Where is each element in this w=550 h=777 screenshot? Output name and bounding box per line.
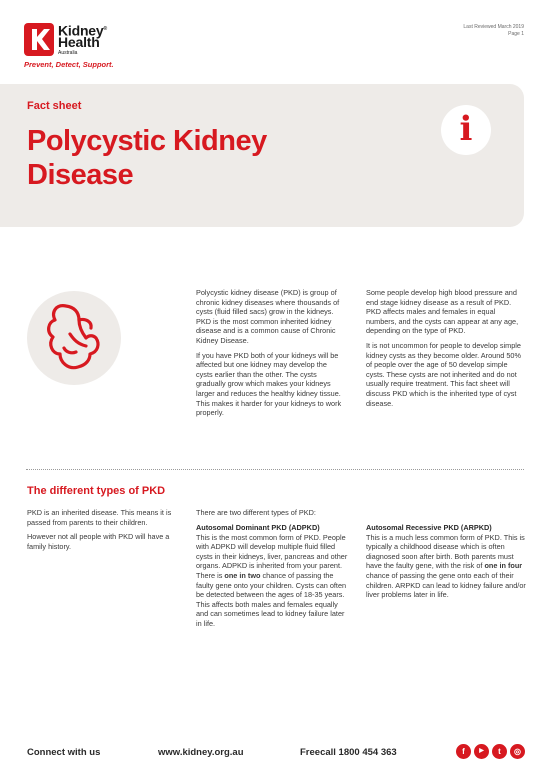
logo-tagline: Prevent, Detect, Support. — [24, 60, 114, 69]
logo-word-australia: Australia — [58, 50, 78, 56]
intro-paragraph: It is not uncommon for people to develop simple kidney cysts as they become older. Around 50% of people over the age of 50 develop simple cysts. These cysts are not inherited and do not usually require treatment. This fact sheet will discuss PKD which is the inherited type of cyst disease. — [366, 340, 521, 408]
twitter-icon[interactable]: t — [492, 744, 507, 759]
intro-column-2 — [366, 288, 526, 413]
kidney-health-logo — [24, 20, 134, 72]
arpkd-heading: Autosomal Recessive PKD (ARPKD) — [366, 523, 492, 532]
logo-word-kidney: Kidney® — [58, 22, 107, 39]
section-title-types: The different types of PKD — [27, 485, 166, 497]
arpkd-column — [366, 523, 526, 600]
review-info — [463, 24, 524, 37]
types-lead: There are two different types of PKD: — [196, 508, 316, 517]
logo-word-health: Health — [58, 34, 100, 50]
freecall-number[interactable]: Freecall 1800 454 363 — [300, 747, 397, 758]
intro-paragraph: Polycystic kidney disease (PKD) is group of chronic kidney diseases where thousands of cysts (fluid filled sacs) grow in the kidneys. PKD is the most common inherited kidney disease and is a common cause of Chronic Kidney Disease. — [196, 288, 340, 345]
fact-sheet-label: Fact sheet — [27, 100, 82, 112]
intro-column-1 — [196, 288, 344, 423]
footer — [0, 742, 550, 777]
intro-paragraph: Some people develop high blood pressure and end stage kidney disease as a result of PKD. PKD affects males and females in equal numbers, and the cysts can appear at any age, depending on the type of PKD. — [366, 288, 519, 336]
kidney-health-k-icon — [24, 23, 54, 56]
adpkd-column — [196, 523, 352, 629]
types-paragraph: However not all people with PKD will have a family history. — [27, 532, 170, 551]
facebook-icon[interactable]: f — [456, 744, 471, 759]
hero-banner — [0, 84, 524, 227]
footer-connect-label: Connect with us — [27, 747, 101, 758]
website-link[interactable]: www.kidney.org.au — [158, 747, 244, 758]
page-title: Polycystic Kidney Disease — [27, 125, 267, 191]
instagram-icon[interactable]: ◎ — [510, 744, 525, 759]
adpkd-heading: Autosomal Dominant PKD (ADPKD) — [196, 523, 320, 532]
last-reviewed-date: Last Reviewed March 2019 — [463, 24, 524, 30]
arpkd-text: This is a much less common form of PKD. This is typically a childhood disease which is often diagnosed soon after birth. Both parents must have the faulty gene, with the risk of one in four chance of passing the gene onto each of their children. ARPKD can lead to kidney failure and/or liver problems later in life. — [366, 532, 526, 600]
section-divider — [26, 469, 524, 470]
intro-paragraph: If you have PKD both of your kidneys will be affected but one kidney may develop the cysts earlier than the other. The cysts gradually grow which makes your kidneys larger and reduces the healthy kidney tissue. This makes it harder for your kidneys to work properly. — [196, 350, 342, 418]
kidney-illustration-icon — [26, 290, 122, 386]
info-icon: i — [441, 105, 491, 155]
adpkd-text: This is the most common form of PKD. People with ADPKD will develop multiple fluid filled cysts in their kidneys, liver, pancreas and other organs. ADPKD is inherited from your parent. There is one in two chance of passing the faulty gene onto your children. Cysts can often be detected between the ages of 18-35 years. This affects both males and females equally and can sometimes lead to kidney failure later in life. — [196, 532, 348, 628]
page-number: Page 1 — [508, 30, 524, 37]
types-left-column — [27, 508, 177, 556]
youtube-icon[interactable]: ▶ — [474, 744, 489, 759]
types-paragraph: PKD is an inherited disease. This means it is passed from parents to their children. — [27, 508, 172, 527]
